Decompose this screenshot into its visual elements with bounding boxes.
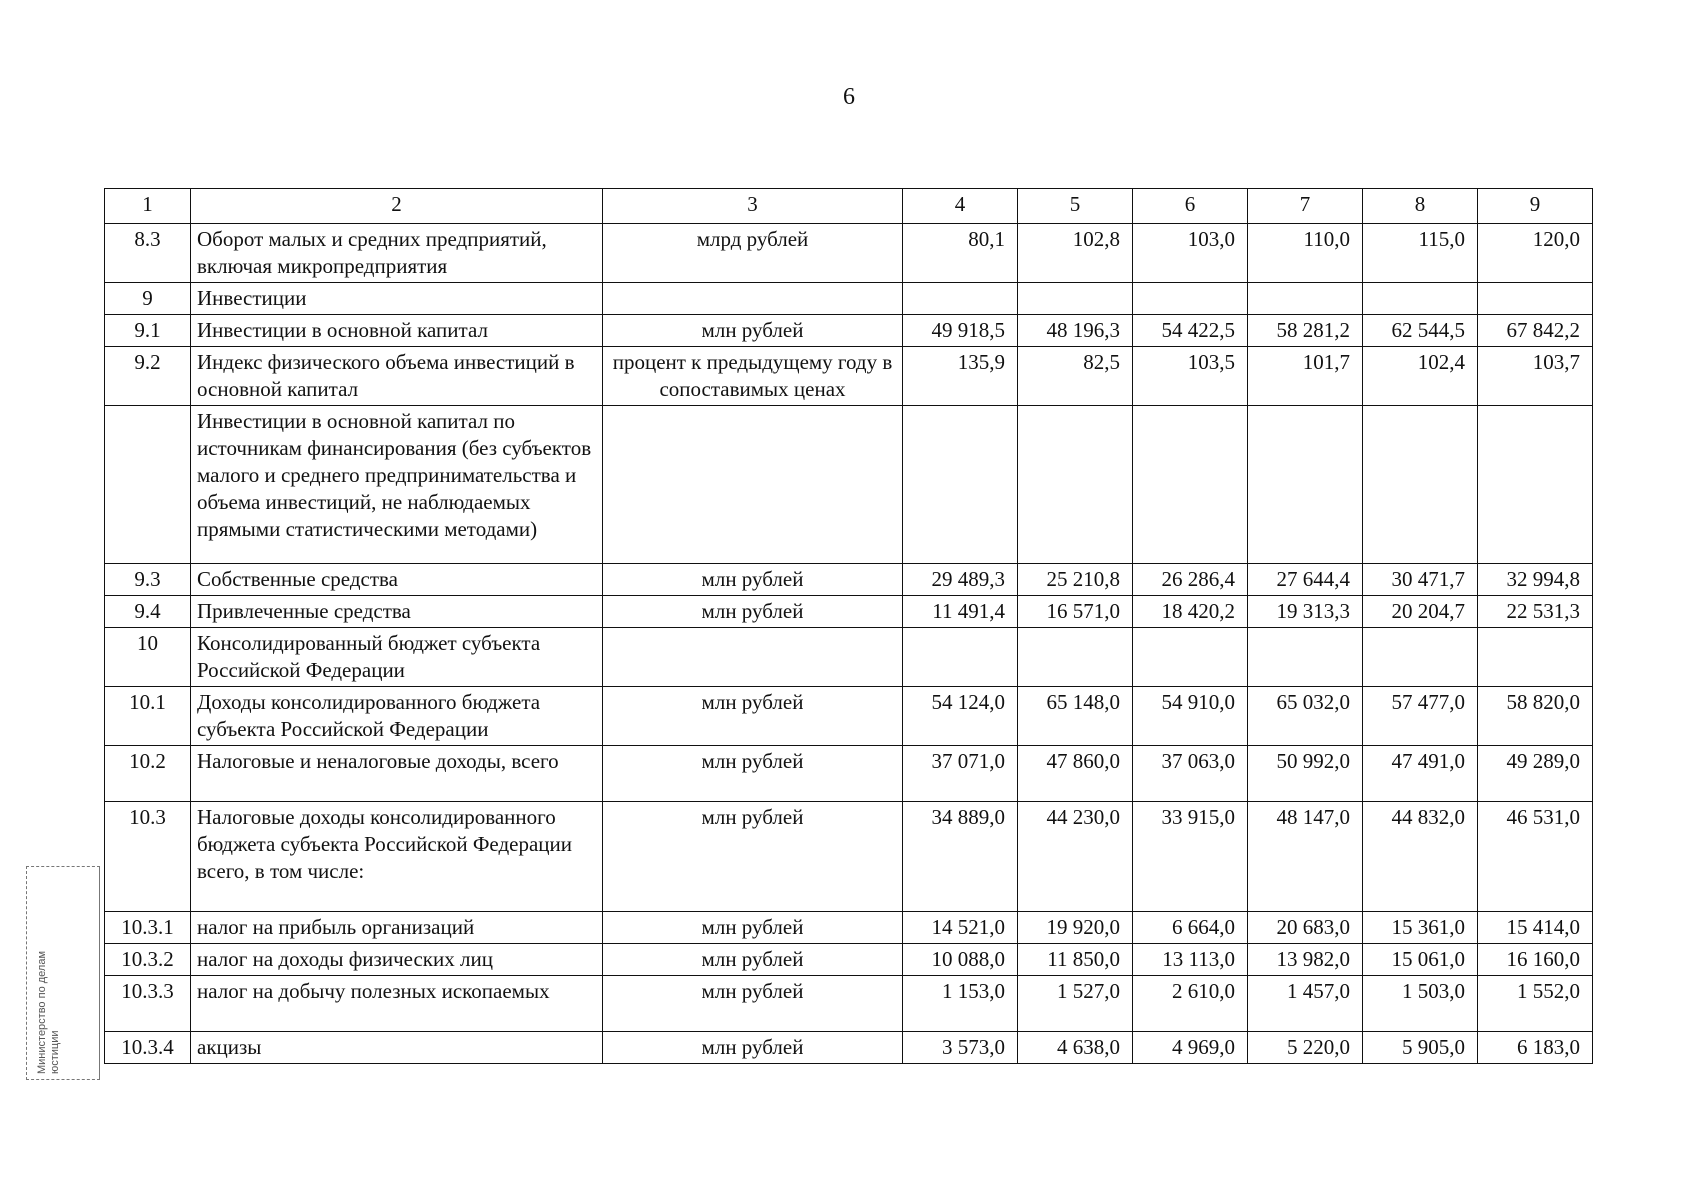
- indicator-name-cell: Инвестиции: [191, 283, 603, 315]
- indicator-name-cell: Инвестиции в основной капитал: [191, 315, 603, 347]
- value-cell: 58 820,0: [1478, 687, 1593, 746]
- value-cell: 47 491,0: [1363, 746, 1478, 802]
- value-cell: 49 289,0: [1478, 746, 1593, 802]
- value-cell: [1363, 406, 1478, 564]
- value-cell: 135,9: [903, 347, 1018, 406]
- value-cell: 27 644,4: [1248, 564, 1363, 596]
- value-cell: 103,7: [1478, 347, 1593, 406]
- value-cell: 13 113,0: [1133, 944, 1248, 976]
- row-number-cell: 10.3.4: [105, 1032, 191, 1064]
- value-cell: 47 860,0: [1018, 746, 1133, 802]
- value-cell: 16 571,0: [1018, 596, 1133, 628]
- unit-cell: процент к предыдущему году в сопоставимых ценах: [603, 347, 903, 406]
- table-row: [105, 224, 1593, 283]
- value-cell: [1478, 628, 1593, 687]
- indicator-name-cell: Доходы консолидированного бюджета субъекта Российской Федерации: [191, 687, 603, 746]
- value-cell: 102,4: [1363, 347, 1478, 406]
- value-cell: 4 638,0: [1018, 1032, 1133, 1064]
- indicator-name-cell: налог на прибыль организаций: [191, 912, 603, 944]
- value-cell: 6 183,0: [1478, 1032, 1593, 1064]
- value-cell: [1248, 283, 1363, 315]
- value-cell: [903, 283, 1018, 315]
- indicator-name-cell: налог на добычу полезных ископаемых: [191, 976, 603, 1032]
- registration-stamp-text: [36, 864, 62, 1074]
- value-cell: 54 124,0: [903, 687, 1018, 746]
- stamp-line: Министерство по делам: [36, 950, 48, 1074]
- indicators-table-container: [104, 188, 1592, 1064]
- value-cell: 67 842,2: [1478, 315, 1593, 347]
- unit-cell: млн рублей: [603, 976, 903, 1032]
- value-cell: 4 969,0: [1133, 1032, 1248, 1064]
- value-cell: 54 422,5: [1133, 315, 1248, 347]
- value-cell: 19 920,0: [1018, 912, 1133, 944]
- table-row: [105, 802, 1593, 912]
- unit-cell: млн рублей: [603, 564, 903, 596]
- value-cell: 1 457,0: [1248, 976, 1363, 1032]
- table-row: [105, 912, 1593, 944]
- value-cell: 50 992,0: [1248, 746, 1363, 802]
- value-cell: [903, 406, 1018, 564]
- value-cell: 5 905,0: [1363, 1032, 1478, 1064]
- unit-cell: [603, 283, 903, 315]
- unit-cell: млн рублей: [603, 746, 903, 802]
- value-cell: 65 148,0: [1018, 687, 1133, 746]
- value-cell: 57 477,0: [1363, 687, 1478, 746]
- value-cell: 15 361,0: [1363, 912, 1478, 944]
- row-number-cell: 10.3.1: [105, 912, 191, 944]
- value-cell: 37 063,0: [1133, 746, 1248, 802]
- value-cell: 16 160,0: [1478, 944, 1593, 976]
- value-cell: 14 521,0: [903, 912, 1018, 944]
- value-cell: [1018, 283, 1133, 315]
- table-row: [105, 1032, 1593, 1064]
- value-cell: 44 832,0: [1363, 802, 1478, 912]
- row-number-cell: 9.3: [105, 564, 191, 596]
- indicator-name-cell: акцизы: [191, 1032, 603, 1064]
- value-cell: 20 204,7: [1363, 596, 1478, 628]
- value-cell: 115,0: [1363, 224, 1478, 283]
- table-row: [105, 347, 1593, 406]
- value-cell: 58 281,2: [1248, 315, 1363, 347]
- value-cell: [1478, 406, 1593, 564]
- table-header-row: [105, 189, 1593, 224]
- value-cell: 103,0: [1133, 224, 1248, 283]
- value-cell: 32 994,8: [1478, 564, 1593, 596]
- value-cell: 25 210,8: [1018, 564, 1133, 596]
- indicator-name-cell: Консолидированный бюджет субъекта Российской Федерации: [191, 628, 603, 687]
- value-cell: 29 489,3: [903, 564, 1018, 596]
- value-cell: [1133, 628, 1248, 687]
- value-cell: 11 491,4: [903, 596, 1018, 628]
- value-cell: 6 664,0: [1133, 912, 1248, 944]
- column-header: 1: [105, 189, 191, 224]
- row-number-cell: 10.3: [105, 802, 191, 912]
- table-row: [105, 564, 1593, 596]
- row-number-cell: 10.3.2: [105, 944, 191, 976]
- value-cell: 1 527,0: [1018, 976, 1133, 1032]
- indicator-name-cell: Привлеченные средства: [191, 596, 603, 628]
- stamp-line: юстиции: [49, 1030, 61, 1074]
- indicator-name-cell: налог на доходы физических лиц: [191, 944, 603, 976]
- value-cell: 3 573,0: [903, 1032, 1018, 1064]
- indicator-name-cell: Оборот малых и средних предприятий, включая микропредприятия: [191, 224, 603, 283]
- value-cell: 48 147,0: [1248, 802, 1363, 912]
- value-cell: 48 196,3: [1018, 315, 1133, 347]
- indicator-name-cell: Собственные средства: [191, 564, 603, 596]
- indicator-name-cell: Индекс физического объема инвестиций в основной капитал: [191, 347, 603, 406]
- table-row: [105, 746, 1593, 802]
- value-cell: [903, 628, 1018, 687]
- value-cell: 103,5: [1133, 347, 1248, 406]
- value-cell: 10 088,0: [903, 944, 1018, 976]
- value-cell: 22 531,3: [1478, 596, 1593, 628]
- unit-cell: млн рублей: [603, 315, 903, 347]
- value-cell: 2 610,0: [1133, 976, 1248, 1032]
- row-number-cell: 10.2: [105, 746, 191, 802]
- table-row: [105, 283, 1593, 315]
- value-cell: 102,8: [1018, 224, 1133, 283]
- row-number-cell: 10.1: [105, 687, 191, 746]
- value-cell: 34 889,0: [903, 802, 1018, 912]
- table-row: [105, 976, 1593, 1032]
- row-number-cell: 8.3: [105, 224, 191, 283]
- indicator-name-cell: Налоговые доходы консолидированного бюджета субъекта Российской Федерации всего, в том числе:: [191, 802, 603, 912]
- row-number-cell: 9.4: [105, 596, 191, 628]
- indicators-table: [104, 188, 1593, 1064]
- value-cell: 15 061,0: [1363, 944, 1478, 976]
- row-number-cell: 10.3.3: [105, 976, 191, 1032]
- row-number-cell: 9: [105, 283, 191, 315]
- unit-cell: млн рублей: [603, 687, 903, 746]
- value-cell: 19 313,3: [1248, 596, 1363, 628]
- value-cell: 1 503,0: [1363, 976, 1478, 1032]
- value-cell: 80,1: [903, 224, 1018, 283]
- value-cell: [1133, 283, 1248, 315]
- table-row: [105, 315, 1593, 347]
- value-cell: 1 153,0: [903, 976, 1018, 1032]
- indicator-name-cell: Налоговые и неналоговые доходы, всего: [191, 746, 603, 802]
- value-cell: 1 552,0: [1478, 976, 1593, 1032]
- table-row: [105, 944, 1593, 976]
- value-cell: 5 220,0: [1248, 1032, 1363, 1064]
- value-cell: [1018, 406, 1133, 564]
- unit-cell: [603, 628, 903, 687]
- value-cell: 65 032,0: [1248, 687, 1363, 746]
- value-cell: 18 420,2: [1133, 596, 1248, 628]
- column-header: 2: [191, 189, 603, 224]
- column-header: 8: [1363, 189, 1478, 224]
- unit-cell: [603, 406, 903, 564]
- table-row: [105, 687, 1593, 746]
- value-cell: 110,0: [1248, 224, 1363, 283]
- unit-cell: млн рублей: [603, 1032, 903, 1064]
- value-cell: 101,7: [1248, 347, 1363, 406]
- value-cell: 20 683,0: [1248, 912, 1363, 944]
- table-row: [105, 596, 1593, 628]
- unit-cell: млн рублей: [603, 912, 903, 944]
- column-header: 6: [1133, 189, 1248, 224]
- value-cell: 11 850,0: [1018, 944, 1133, 976]
- table-row: [105, 406, 1593, 564]
- unit-cell: млрд рублей: [603, 224, 903, 283]
- unit-cell: млн рублей: [603, 596, 903, 628]
- value-cell: [1363, 283, 1478, 315]
- unit-cell: млн рублей: [603, 944, 903, 976]
- column-header: 9: [1478, 189, 1593, 224]
- row-number-cell: 10: [105, 628, 191, 687]
- value-cell: [1133, 406, 1248, 564]
- value-cell: 30 471,7: [1363, 564, 1478, 596]
- table-row: [105, 628, 1593, 687]
- value-cell: 54 910,0: [1133, 687, 1248, 746]
- page-number: 6: [843, 84, 855, 110]
- column-header: 7: [1248, 189, 1363, 224]
- column-header: 5: [1018, 189, 1133, 224]
- column-header: 3: [603, 189, 903, 224]
- value-cell: 120,0: [1478, 224, 1593, 283]
- row-number-cell: 9.2: [105, 347, 191, 406]
- row-number-cell: [105, 406, 191, 564]
- value-cell: [1018, 628, 1133, 687]
- value-cell: 82,5: [1018, 347, 1133, 406]
- column-header: 4: [903, 189, 1018, 224]
- row-number-cell: 9.1: [105, 315, 191, 347]
- value-cell: 46 531,0: [1478, 802, 1593, 912]
- value-cell: 33 915,0: [1133, 802, 1248, 912]
- value-cell: [1363, 628, 1478, 687]
- value-cell: 62 544,5: [1363, 315, 1478, 347]
- indicator-name-cell: Инвестиции в основной капитал по источникам финансирования (без субъектов малого и среднего предпринимательства и объема инвестиций, не наблюдаемых прямыми статистическими методами): [191, 406, 603, 564]
- value-cell: 37 071,0: [903, 746, 1018, 802]
- value-cell: [1248, 628, 1363, 687]
- value-cell: 49 918,5: [903, 315, 1018, 347]
- value-cell: 44 230,0: [1018, 802, 1133, 912]
- unit-cell: млн рублей: [603, 802, 903, 912]
- value-cell: 26 286,4: [1133, 564, 1248, 596]
- value-cell: [1248, 406, 1363, 564]
- value-cell: [1478, 283, 1593, 315]
- value-cell: 15 414,0: [1478, 912, 1593, 944]
- value-cell: 13 982,0: [1248, 944, 1363, 976]
